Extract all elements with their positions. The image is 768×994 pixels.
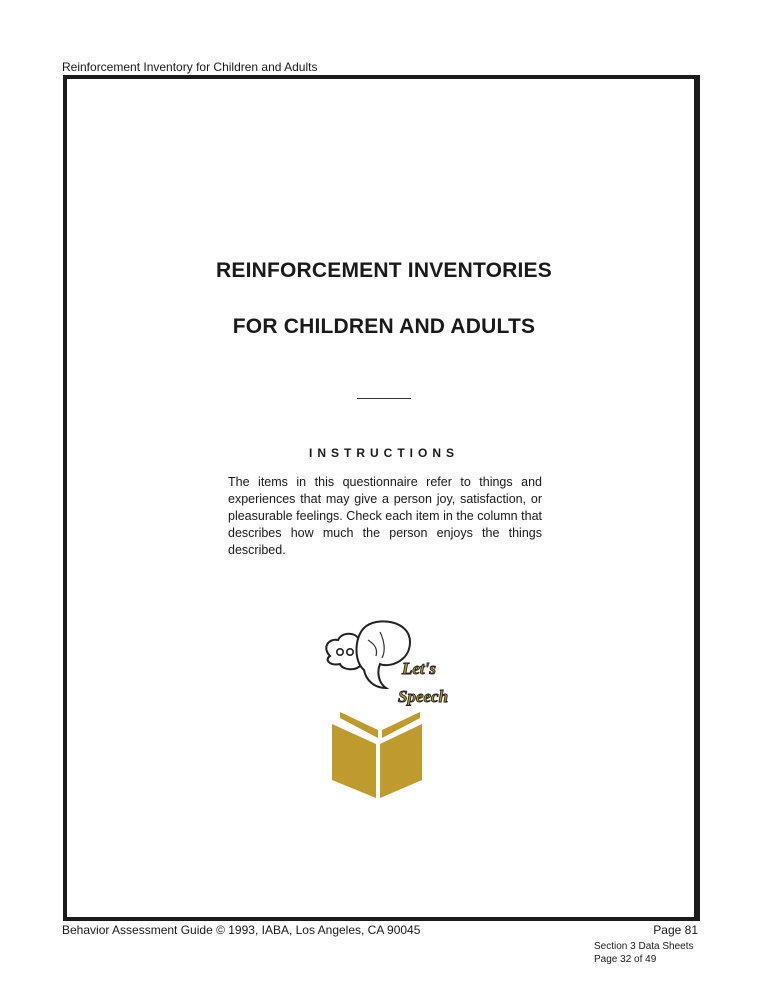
logo-text-speech: Speech <box>398 687 449 706</box>
footer-page-number: Page 81 <box>653 923 698 937</box>
book-icon <box>332 712 422 798</box>
footer-copyright: Behavior Assessment Guide © 1993, IABA, Los Angeles, CA 90045 <box>62 923 421 937</box>
section-page-count: Page 32 of 49 <box>594 954 657 965</box>
running-header: Reinforcement Inventory for Children and Adults <box>62 60 318 74</box>
divider <box>357 398 411 399</box>
instructions-heading: INSTRUCTIONS <box>309 446 459 460</box>
footer-section-note <box>594 940 694 966</box>
page-title-line-1: REINFORCEMENT INVENTORIES <box>216 259 552 282</box>
logo-text-lets: Let's <box>402 659 436 678</box>
instructions-text: The items in this questionnaire refer to things and experiences that may give a person joy, satisfaction, or pleasurable feelings. Check each item in the column that describes how much the person enjoys the things described. <box>228 475 542 557</box>
section-label: Section 3 Data Sheets <box>594 941 694 952</box>
page-title-line-2: FOR CHILDREN AND ADULTS <box>232 315 536 338</box>
lets-speech-logo <box>318 618 458 800</box>
